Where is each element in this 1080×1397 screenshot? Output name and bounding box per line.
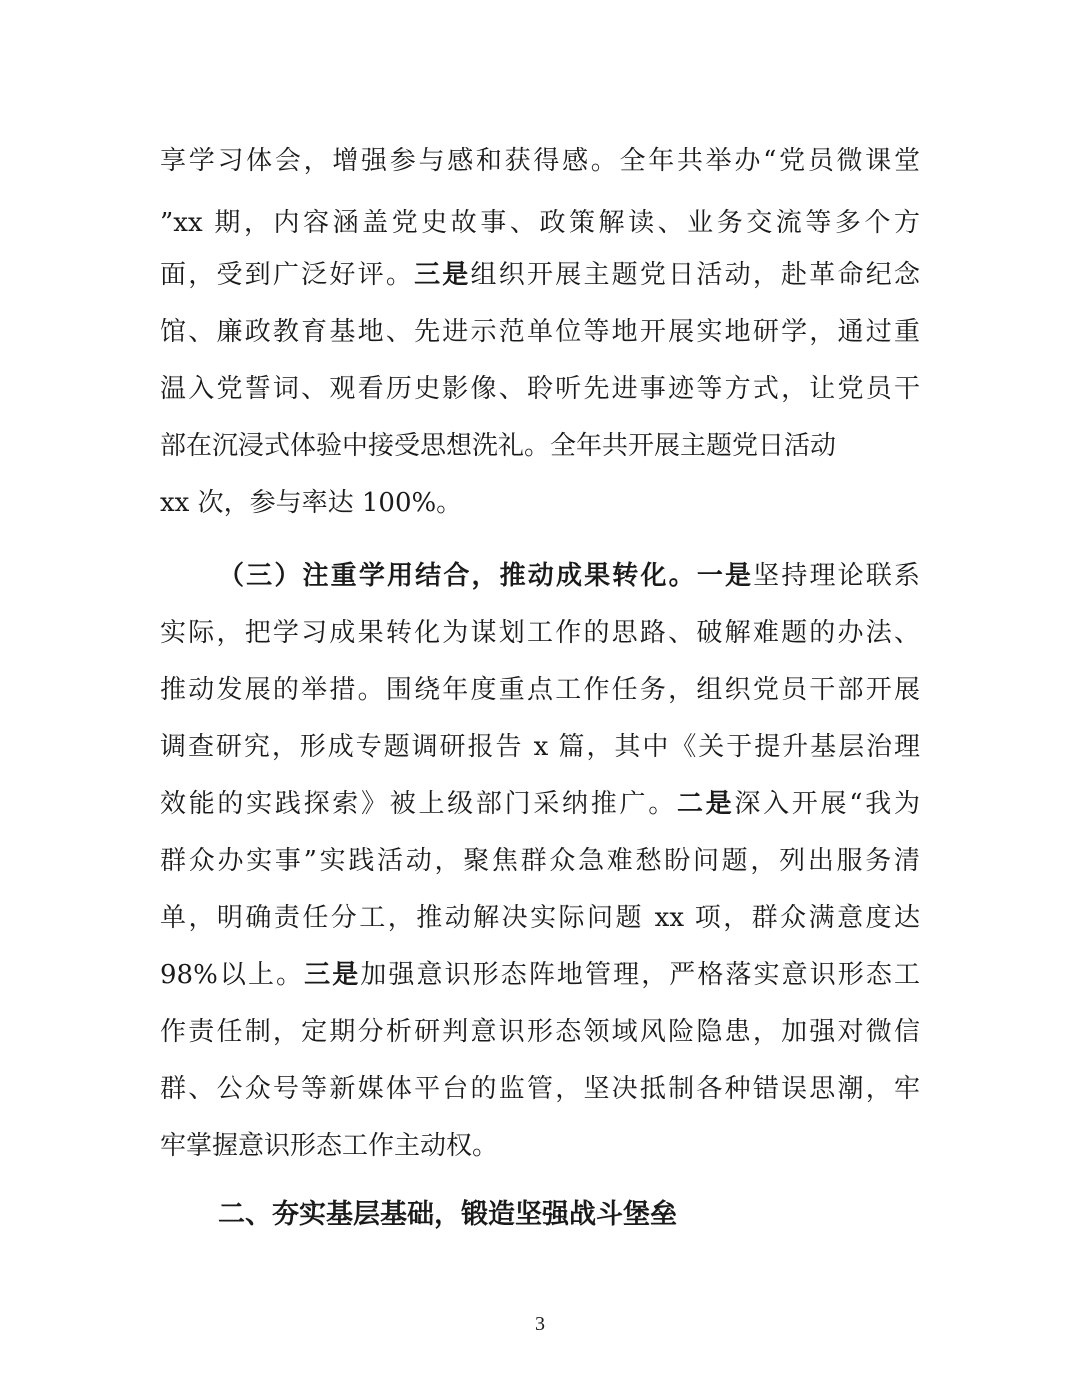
- paragraph-2-line-5-text-c: 深入开展“我为: [734, 789, 920, 819]
- paragraph-2-line-8-text-a: 98%以上。: [160, 960, 305, 990]
- paragraph-1-line-7: xx 次，参与率达 100%。: [160, 488, 463, 518]
- paragraph-2-line-11: 牢掌握意识形态工作主动权。: [160, 1131, 499, 1161]
- paragraph-2-bold-second: 二是: [676, 789, 735, 819]
- subsection-title: （三）注重学用结合，推动成果转化。: [218, 561, 697, 591]
- paragraph-2-bold-first: 一是: [696, 561, 754, 591]
- page-number: 3: [535, 1313, 545, 1335]
- paragraph-2-line-5: [160, 781, 920, 827]
- paragraph-1-line-1: 享学习体会，增强参与感和获得感。全年共举办“党员微课堂: [160, 146, 920, 176]
- paragraph-1-line-2: ”xx 期，内容涵盖党史故事、政策解读、业务交流等多个方: [160, 208, 920, 238]
- paragraph-1-line-6: 部在沉浸式体验中接受思想洗礼。全年共开展主题党日活动: [160, 431, 837, 461]
- paragraph-1-line-4: 馆、廉政教育基地、先进示范单位等地开展实地研学，通过重: [160, 317, 920, 347]
- paragraph-1-bold-third: 三是: [414, 260, 471, 290]
- paragraph-2-line-4: 调查研究，形成专题调研报告 x 篇，其中《关于提升基层治理: [160, 732, 920, 762]
- paragraph-1-line-3: [160, 252, 920, 298]
- paragraph-2-line-1: [218, 553, 920, 599]
- paragraph-2-line-8: [160, 952, 920, 998]
- paragraph-2-line-8-text-c: 加强意识形态阵地管理，严格落实意识形态工: [360, 960, 920, 990]
- paragraph-2-line-7: 单，明确责任分工，推动解决实际问题 xx 项，群众满意度达: [160, 903, 920, 933]
- section-heading: 二、夯实基层基础，锻造坚强战斗堡垒: [218, 1199, 677, 1230]
- paragraph-2-line-6: 群众办实事”实践活动，聚焦群众急难愁盼问题，列出服务清: [160, 846, 920, 876]
- paragraph-2-line-3: 推动发展的举措。围绕年度重点工作任务，组织党员干部开展: [160, 675, 920, 705]
- paragraph-2-line-5-text-a: 效能的实践探索》被上级部门采纳推广。: [160, 789, 677, 819]
- paragraph-2-line-9: 作责任制，定期分析研判意识形态领域风险隐患，加强对微信: [160, 1017, 920, 1047]
- paragraph-1-line-3-text-a: 面，受到广泛好评。: [160, 260, 415, 290]
- paragraph-2-bold-third: 三是: [304, 960, 361, 990]
- paragraph-2-line-10: 群、公众号等新媒体平台的监管，坚决抵制各种错误思潮，牢: [160, 1074, 920, 1104]
- paragraph-1-line-5: 温入党誓词、观看历史影像、聆听先进事迹等方式，让党员干: [160, 374, 920, 404]
- paragraph-2-line-1-text-c: 坚持理论联系: [753, 561, 920, 591]
- paragraph-1-line-3-text-c: 组织开展主题党日活动，赴革命纪念: [470, 260, 920, 290]
- paragraph-2-line-2: 实际，把学习成果转化为谋划工作的思路、破解难题的办法、: [160, 618, 920, 648]
